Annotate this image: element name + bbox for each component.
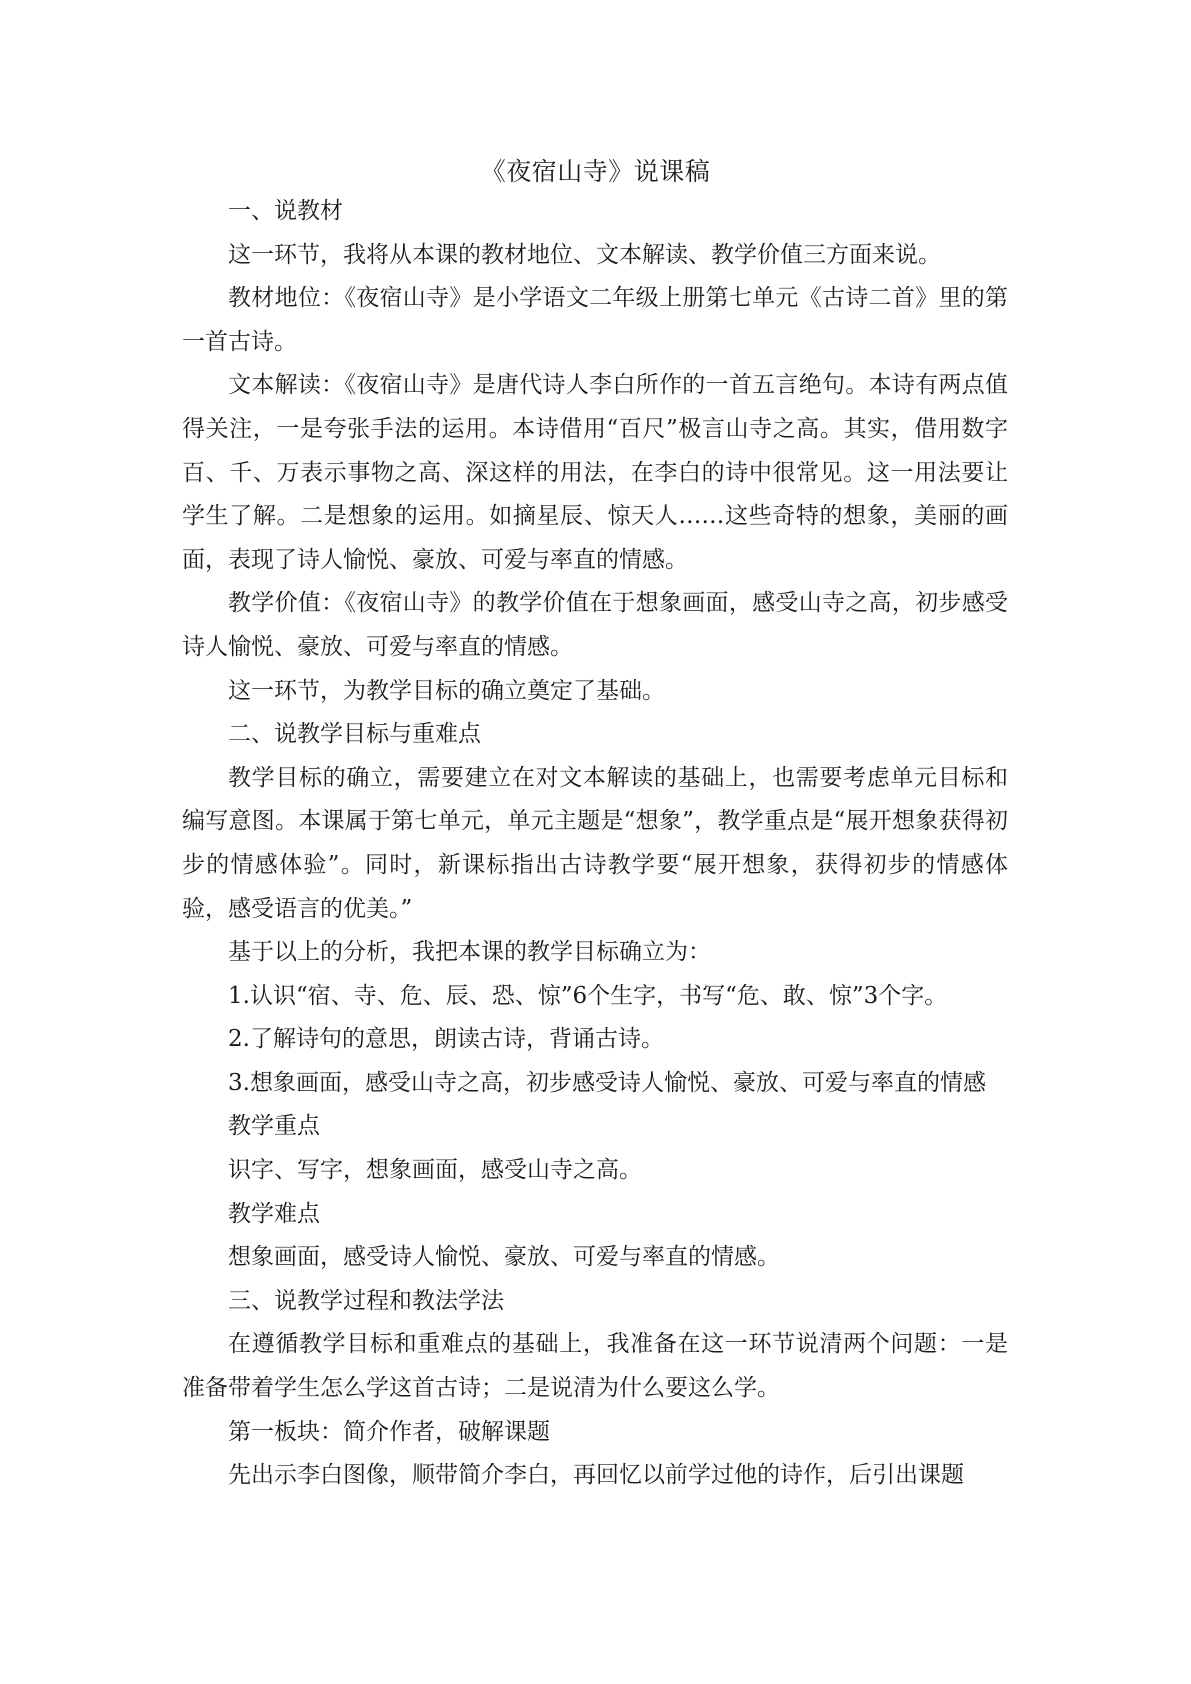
document-title: 《夜宿山寺》说课稿 xyxy=(480,157,711,186)
objective-item: 3.想象画面，感受山寺之高，初步感受诗人愉悦、豪放、可爱与率直的情感 xyxy=(228,1069,986,1096)
paragraph: 教学目标的确立，需要建立在对文本解读的基础上，也需要考虑单元目标和编写意图。本课属于第七单元，单元主题是“想象”，教学重点是“展开想象获得初步的情感体验”。同时，新课标指出古诗教学要“展开想象，获得初步的情感体验，感受语言的优美。” xyxy=(182,764,1008,922)
document-body xyxy=(182,190,1008,1498)
paragraph: 想象画面，感受诗人愉悦、豪放、可爱与率直的情感。 xyxy=(228,1244,780,1271)
objective-item: 2.了解诗句的意思，朗读古诗，背诵古诗。 xyxy=(228,1026,664,1053)
paragraph: 教材地位：《夜宿山寺》是小学语文二年级上册第七单元《古诗二首》里的第一首古诗。 xyxy=(182,285,1008,355)
paragraph: 在遵循教学目标和重难点的基础上，我准备在这一环节说清两个问题：一是准备带着学生怎么学这首古诗；二是说清为什么要这么学。 xyxy=(182,1331,1008,1402)
subheading-key-points: 教学重点 xyxy=(228,1113,320,1140)
paragraph: 这一环节，为教学目标的确立奠定了基础。 xyxy=(228,677,665,704)
paragraph: 这一环节，我将从本课的教材地位、文本解读、教学价值三方面来说。 xyxy=(228,241,941,268)
paragraph: 识字、写字，想象画面，感受山寺之高。 xyxy=(228,1157,642,1184)
paragraph: 教学价值：《夜宿山寺》的教学价值在于想象画面，感受山寺之高，初步感受诗人愉悦、豪放、可爱与率直的情感。 xyxy=(182,590,1008,660)
subheading-difficulties: 教学难点 xyxy=(228,1200,320,1227)
section-heading-process: 三、说教学过程和教法学法 xyxy=(228,1287,504,1314)
paragraph: 基于以上的分析，我把本课的教学目标确立为： xyxy=(228,939,711,966)
subheading-block-one: 第一板块：简介作者，破解课题 xyxy=(228,1418,550,1445)
paragraph: 先出示李白图像，顺带简介李白，再回忆以前学过他的诗作，后引出课题 xyxy=(228,1462,964,1489)
paragraph: 文本解读：《夜宿山寺》是唐代诗人李白所作的一首五言绝句。本诗有两点值得关注，一是夸张手法的运用。本诗借用“百尺”极言山寺之高。其实，借用数字百、千、万表示事物之高、深这样的用法，在李白的诗中很常见。这一用法要让学生了解。二是想象的运用。如摘星辰、惊天人……这些奇特的想象，美丽的画面，表现了诗人愉悦、豪放、可爱与率直的情感。 xyxy=(182,372,1008,573)
objective-item: 1.认识“宿、寺、危、辰、恐、惊”6个生字，书写“危、敢、惊”3个字。 xyxy=(228,982,948,1009)
section-heading-objectives: 二、说教学目标与重难点 xyxy=(228,721,481,748)
section-heading-textbook: 一、说教材 xyxy=(228,198,343,224)
